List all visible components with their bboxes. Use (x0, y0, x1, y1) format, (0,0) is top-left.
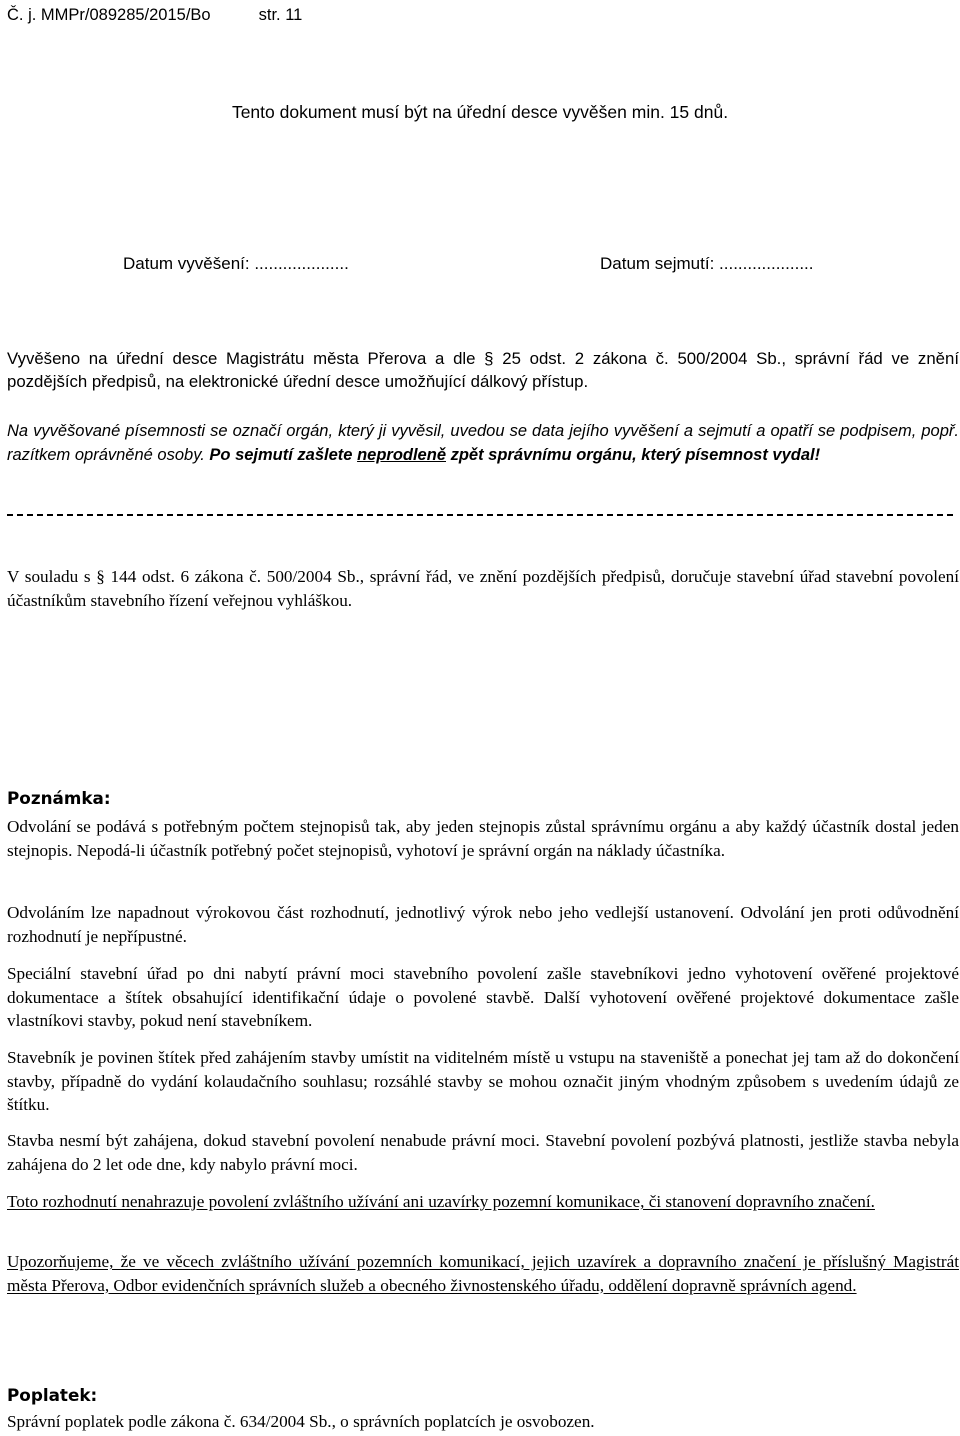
note-paragraph-4: Stavebník je povinen štítek před zahájením stavby umístit na viditelném místě u vstupu na staveniště a ponechat jej tam až do dokončení stavby, případně do vydání kolaudačního souhlasu; rozsáhlé stavby se mohou označit jiným vhodným způsobem s uvedením údajů ze štítku. (7, 1048, 959, 1114)
note-paragraph-5: Stavba nesmí být zahájena, dokud stavební povolení nenabude právní moci. Stavební povolení pozbývá platnosti, jestliže stavba nebyla zahájena do 2 let ode dne, kdy nabylo právní moci. (7, 1131, 959, 1174)
page-number: str. 11 (258, 6, 303, 24)
note-paragraph-3: Speciální stavební úřad po dni nabytí právní moci stavebního povolení zašle stavebníkovi jedno vyhotovení ověřené projektové dokumentace a štítek obsahující identifikační údaje o povolené stavbě. Další vyhotovení ověřené projektové dokumentace zašle vlastníkovi stavby, pokud není stavebníkem. (7, 964, 959, 1030)
delivery-text: V souladu s § 144 odst. 6 zákona č. 500/2004 Sb., správní řád, ve znění pozdějších předpisů, doručuje stavební úřad stavební povolení účastníkům stavebního řízení veřejnou vyhláškou. (7, 567, 959, 610)
instruction-bold-pre: Po sejmutí zašlete (209, 445, 353, 464)
posting-instruction (7, 420, 959, 467)
date-removed: Datum sejmutí: .................... (600, 254, 814, 273)
instruction-italic: Na vyvěšované písemnosti se označí orgán, který ji vyvěsil, uvedou se data jejího vyvěšení a sejmutí a opatří se podpisem, popř. razítkem oprávněné osoby. (7, 422, 959, 464)
instruction-bold-underlined: neprodleně (357, 445, 446, 464)
note-underlined-1: Toto rozhodnutí nenahrazuje povolení zvláštního užívání ani uzavírky pozemní komunikace, či stanovení dopravního značení. (7, 1192, 875, 1211)
posting-notice: Tento dokument musí být na úřední desce vyvěšen min. 15 dnů. (231, 102, 729, 122)
dashed-divider (7, 514, 953, 517)
note-title: Poznámka: (7, 788, 111, 808)
reference-number: Č. j. MMPr/089285/2015/Bo (7, 6, 211, 24)
note-paragraph-2: Odvoláním lze napadnout výrokovou část rozhodnutí, jednotlivý výrok nebo jeho vedlejší ustanovení. Odvolání jen proti odůvodnění rozhodnutí je nepřípustné. (7, 903, 959, 946)
fee-title: Poplatek: (7, 1385, 98, 1405)
instruction-bold-post: zpět správnímu orgánu, který písemnost vydal! (450, 445, 821, 464)
page-header (7, 4, 302, 28)
note-underlined-2: Upozorňujeme, že ve věcech zvláštního užívání pozemních komunikací, jejich uzavírek a dopravního značení je příslušný Magistrát města Přerova, Odbor evidenčních správních služeb a obecného živnostenského úřadu, oddělení dopravně správních agend. (7, 1252, 959, 1295)
posting-text: Vyvěšeno na úřední desce Magistrátu města Přerova a dle § 25 odst. 2 zákona č. 500/2004 Sb., správní řád ve znění pozdějších předpisů, na elektronické úřední desce umožňující dálkový přístup. (7, 349, 959, 391)
date-posted: Datum vyvěšení: .................... (123, 254, 349, 273)
fee-text: Správní poplatek podle zákona č. 634/2004 Sb., o správních poplatcích je osvobozen. (7, 1412, 595, 1431)
note-paragraph-1: Odvolání se podává s potřebným počtem stejnopisů tak, aby jeden stejnopis zůstal správnímu orgánu a aby každý účastník dostal jeden stejnopis. Nepodá-li účastník potřebný počet stejnopisů, vyhotoví je správní orgán na náklady účastníka. (7, 817, 959, 860)
